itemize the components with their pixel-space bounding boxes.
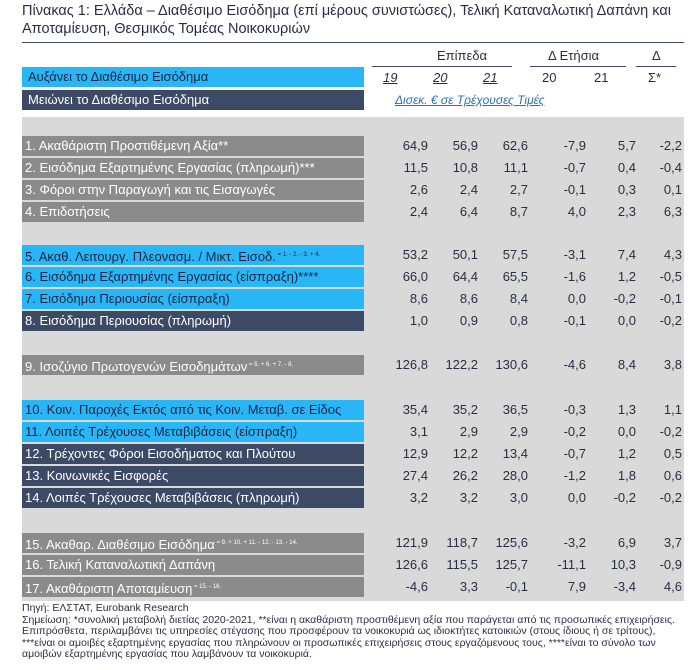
row-label-text: 10. Κοιν. Παροχές Εκτός από τις Κοιν. Μεταβ. σε Είδος xyxy=(25,402,342,417)
cell-value: 3,3 xyxy=(459,579,478,594)
table-row xyxy=(22,136,684,156)
table-row xyxy=(22,180,684,200)
row-label-text: 1. Ακαθάριστη Προστιθέμενη Αξία** xyxy=(25,138,229,153)
cell-value: -0,2 xyxy=(563,424,586,439)
row-label xyxy=(22,466,364,486)
cell-value: 66,0 xyxy=(402,269,428,284)
cell-value: 3,2 xyxy=(459,490,478,505)
footnote xyxy=(22,603,684,661)
cell-value: 1,2 xyxy=(617,269,636,284)
source-text: Πηγή: ΕΛΣΤΑΤ, Eurobank Research xyxy=(22,602,189,614)
cell-value: 122,2 xyxy=(445,357,478,372)
cell-value: 0,0 xyxy=(617,313,636,328)
delta-header: Δ xyxy=(652,48,661,63)
row-label-text: 7. Εισόδημα Περιουσίας (είσπραξη) xyxy=(25,291,230,306)
row-label xyxy=(22,555,364,575)
table-row xyxy=(22,400,684,420)
cell-value: -0,1 xyxy=(659,291,682,306)
row-label xyxy=(22,289,364,309)
cell-value: 8,6 xyxy=(409,291,428,306)
table-row xyxy=(22,355,684,375)
cell-value: 36,5 xyxy=(502,402,528,417)
delta-rule xyxy=(636,66,676,67)
cell-value: 7,4 xyxy=(617,247,636,262)
row-formula: = 15. - 16. xyxy=(192,584,222,590)
cell-value: 0,0 xyxy=(617,424,636,439)
cell-value: 13,4 xyxy=(502,446,528,461)
cell-value: 8,7 xyxy=(509,204,528,219)
cell-value: 4,6 xyxy=(663,579,682,594)
cell-value: 3,8 xyxy=(663,357,682,372)
row-label xyxy=(22,577,364,597)
row-label-text: 16. Τελική Καταναλωτική Δαπάνη xyxy=(25,557,216,572)
levels-rule xyxy=(372,66,512,67)
table-row xyxy=(22,488,684,508)
table-row xyxy=(22,202,684,222)
row-formula: = 9. + 10. + 11. - 12. - 13. - 14. xyxy=(214,540,298,546)
cell-value: -0,2 xyxy=(659,424,682,439)
cell-value: -0,7 xyxy=(563,160,586,175)
cell-value: 0,9 xyxy=(459,313,478,328)
cell-value: -1,6 xyxy=(563,269,586,284)
row-label xyxy=(22,400,364,420)
cell-value: 2,4 xyxy=(459,182,478,197)
cell-value: 6,4 xyxy=(459,204,478,219)
cell-value: 5,7 xyxy=(617,138,636,153)
row-label xyxy=(22,444,364,464)
cell-value: 1,1 xyxy=(663,402,682,417)
cell-value: 2,3 xyxy=(617,204,636,219)
row-formula: = 5. + 6. + 7. - 8. xyxy=(247,362,294,368)
cell-value: -0,1 xyxy=(505,579,528,594)
cell-value: 7,9 xyxy=(567,579,586,594)
cell-value: -3,2 xyxy=(563,535,586,550)
row-label xyxy=(22,533,364,553)
cell-value: -0,2 xyxy=(613,291,636,306)
row-label xyxy=(22,136,364,156)
table-row xyxy=(22,444,684,464)
year-header: 20 xyxy=(542,70,557,85)
table-row xyxy=(22,158,684,178)
cell-value: 8,6 xyxy=(459,291,478,306)
year-header: 21 xyxy=(594,70,609,85)
cell-value: 126,8 xyxy=(395,357,428,372)
cell-value: 4,0 xyxy=(567,204,586,219)
cell-value: 11,5 xyxy=(403,160,428,175)
cell-value: -1,2 xyxy=(563,468,586,483)
cell-value: -2,2 xyxy=(659,138,682,153)
cell-value: 10,8 xyxy=(452,160,478,175)
cell-value: 0,3 xyxy=(617,182,636,197)
year-header: 19 xyxy=(383,70,398,85)
cell-value: 27,4 xyxy=(402,468,428,483)
cell-value: 62,6 xyxy=(502,138,528,153)
row-label-text: 9. Ισοζύγιο Πρωτογενών Εισοδημάτων xyxy=(25,359,248,374)
cell-value: 0,6 xyxy=(663,468,682,483)
table-row xyxy=(22,577,684,597)
cell-value: 12,2 xyxy=(452,446,478,461)
row-label-text: 6. Εισόδημα Εξαρτημένης Εργασίας (είσπραξη)**** xyxy=(25,269,319,284)
cell-value: -0,1 xyxy=(563,182,586,197)
cell-value: 11,1 xyxy=(503,160,528,175)
cell-value: -4,6 xyxy=(563,357,586,372)
row-label xyxy=(22,158,364,178)
cell-value: 121,9 xyxy=(395,535,428,550)
cell-value: 130,6 xyxy=(495,357,528,372)
top-rule xyxy=(22,42,684,43)
row-label xyxy=(22,245,364,265)
row-label xyxy=(22,311,364,331)
cell-value: 50,1 xyxy=(452,247,478,262)
cell-value: 125,6 xyxy=(495,535,528,550)
cell-value: 12,9 xyxy=(402,446,428,461)
cell-value: 0,0 xyxy=(567,291,586,306)
cell-value: 2,9 xyxy=(459,424,478,439)
cell-value: -0,1 xyxy=(563,313,586,328)
row-label-text: 11. Λοιπές Τρέχουσες Μεταβιβάσεις (είσπραξη) xyxy=(25,424,298,439)
row-label xyxy=(22,180,364,200)
cell-value: 6,3 xyxy=(663,204,682,219)
cell-value: 1,8 xyxy=(617,468,636,483)
sigma-header: Σ* xyxy=(648,70,662,85)
year-header: 20 xyxy=(433,70,448,85)
cell-value: -7,9 xyxy=(563,138,586,153)
cell-value: -0,2 xyxy=(613,490,636,505)
cell-value: 57,5 xyxy=(502,247,528,262)
row-label-text: 12. Τρέχοντες Φόροι Εισοδήματος και Πλούτου xyxy=(25,446,296,461)
cell-value: 26,2 xyxy=(452,468,478,483)
table-row xyxy=(22,267,684,287)
row-label-text: 14. Λοιπές Τρέχουσες Μεταβιβάσεις (πληρωμή) xyxy=(25,490,300,505)
cell-value: 53,2 xyxy=(402,247,428,262)
row-formula: = 1. - 2. - 3. + 4. xyxy=(275,252,321,258)
cell-value: 3,1 xyxy=(409,424,428,439)
row-label xyxy=(22,488,364,508)
row-label-text: 15. Ακαθαρ. Διαθέσιμο Εισόδημα xyxy=(25,537,215,552)
row-label xyxy=(22,202,364,222)
row-label-text: 5. Ακαθ. Λειτουργ. Πλεονασμ. / Μικτ. Εισοδ. xyxy=(25,249,276,264)
cell-value: 126,6 xyxy=(395,557,428,572)
cell-value: -0,2 xyxy=(659,313,682,328)
legend-decreases: Μειώνει το Διαθέσιμο Εισόδημα xyxy=(22,90,364,110)
cell-value: -3,4 xyxy=(613,579,636,594)
cell-value: 0,8 xyxy=(509,313,528,328)
cell-value: 35,4 xyxy=(402,402,428,417)
legend-increases: Αυξάνει το Διαθέσιμο Εισόδημα xyxy=(22,67,364,87)
cell-value: -0,4 xyxy=(659,160,682,175)
cell-value: 1,0 xyxy=(409,313,428,328)
units-label: Δισεκ. € σε Τρέχουσες Τιμές xyxy=(395,93,545,107)
row-label-text: 13. Κοινωνικές Εισφορές xyxy=(25,468,169,483)
cell-value: 0,0 xyxy=(567,490,586,505)
cell-value: 118,7 xyxy=(446,535,478,550)
cell-value: 0,4 xyxy=(617,160,636,175)
cell-value: 56,9 xyxy=(452,138,478,153)
cell-value: 65,5 xyxy=(502,269,528,284)
cell-value: 8,4 xyxy=(509,291,528,306)
table-title: Πίνακας 1: Ελλάδα – Διαθέσιμο Εισόδημα (επί μέρους συνιστώσες), Τελική Καταναλωτική Δαπάνη και Αποταμίευση, Θεσμικός Τομέας Νοικοκυριών xyxy=(22,3,671,37)
table-row xyxy=(22,289,684,309)
row-label xyxy=(22,267,364,287)
year-header: 21 xyxy=(483,70,498,85)
cell-value: -0,7 xyxy=(563,446,586,461)
row-label-text: 2. Εισόδημα Εξαρτημένης Εργασίας (πληρωμή)*** xyxy=(25,160,315,175)
row-label xyxy=(22,422,364,442)
cell-value: 1,3 xyxy=(617,402,636,417)
cell-value: 3,2 xyxy=(409,490,428,505)
cell-value: 4,3 xyxy=(663,247,682,262)
cell-value: -0,5 xyxy=(659,269,682,284)
row-label-text: 17. Ακαθάριστη Αποταμίευση xyxy=(25,581,193,596)
cell-value: 2,6 xyxy=(409,182,428,197)
cell-value: 3,0 xyxy=(509,490,528,505)
levels-header: Επίπεδα xyxy=(437,48,488,63)
cell-value: 0,5 xyxy=(663,446,682,461)
table-row xyxy=(22,466,684,486)
cell-value: -11,1 xyxy=(557,557,586,572)
cell-value: -0,2 xyxy=(659,490,682,505)
cell-value: 2,9 xyxy=(509,424,528,439)
cell-value: 1,2 xyxy=(617,446,636,461)
cell-value: -0,9 xyxy=(659,557,682,572)
cell-value: 6,9 xyxy=(617,535,636,550)
cell-value: 64,4 xyxy=(452,269,478,284)
table-row xyxy=(22,555,684,575)
cell-value: 8,4 xyxy=(617,357,636,372)
annual-rule xyxy=(530,66,626,67)
table-row xyxy=(22,422,684,442)
table-row xyxy=(22,533,684,553)
cell-value: 125,7 xyxy=(495,557,528,572)
cell-value: 28,0 xyxy=(502,468,528,483)
row-label-text: 4. Επιδοτήσεις xyxy=(25,204,110,219)
note-text: Σημείωση: *συνολική μεταβολή διετίας 2020-2021, **είναι η ακαθάριστη προστιθέμενη αξία που παράγεται από τις προσωπικές επιχειρήσεις. Επιπρόσθετα, περιλαμβάνει τις υπηρεσίες στέγασης που προσφέρουν τα νοικοκυριά ως ιδιοκτήτες κατοικιών (στους ίδιους ή σε τρίτους), ***είναι οι αμοιβές εξαρτημένης εργασίας που πληρώνουν οι προσωπικές επιχειρήσεις στους εργαζόμενους τους, ****είναι το σύνολο των αμοιβών εξαρτημένης εργασίας που λαμβάνουν τα νοικοκυριά. xyxy=(22,613,675,660)
cell-value: 10,3 xyxy=(610,557,636,572)
cell-value: -4,6 xyxy=(405,579,428,594)
cell-value: 2,4 xyxy=(409,204,428,219)
row-label xyxy=(22,355,364,375)
table-row xyxy=(22,245,684,265)
cell-value: 0,1 xyxy=(663,182,682,197)
cell-value: 2,7 xyxy=(509,182,528,197)
cell-value: 3,7 xyxy=(663,535,682,550)
cell-value: 35,2 xyxy=(452,402,478,417)
annual-header: Δ Ετήσια xyxy=(548,48,600,63)
cell-value: 64,9 xyxy=(402,138,428,153)
cell-value: -0,3 xyxy=(563,402,586,417)
row-label-text: 3. Φόροι στην Παραγωγή και τις Εισαγωγές xyxy=(25,182,276,197)
row-label-text: 8. Εισόδημα Περιουσίας (πληρωμή) xyxy=(25,313,232,328)
cell-value: -3,1 xyxy=(563,247,586,262)
table-row xyxy=(22,311,684,331)
cell-value: 115,5 xyxy=(446,557,478,572)
